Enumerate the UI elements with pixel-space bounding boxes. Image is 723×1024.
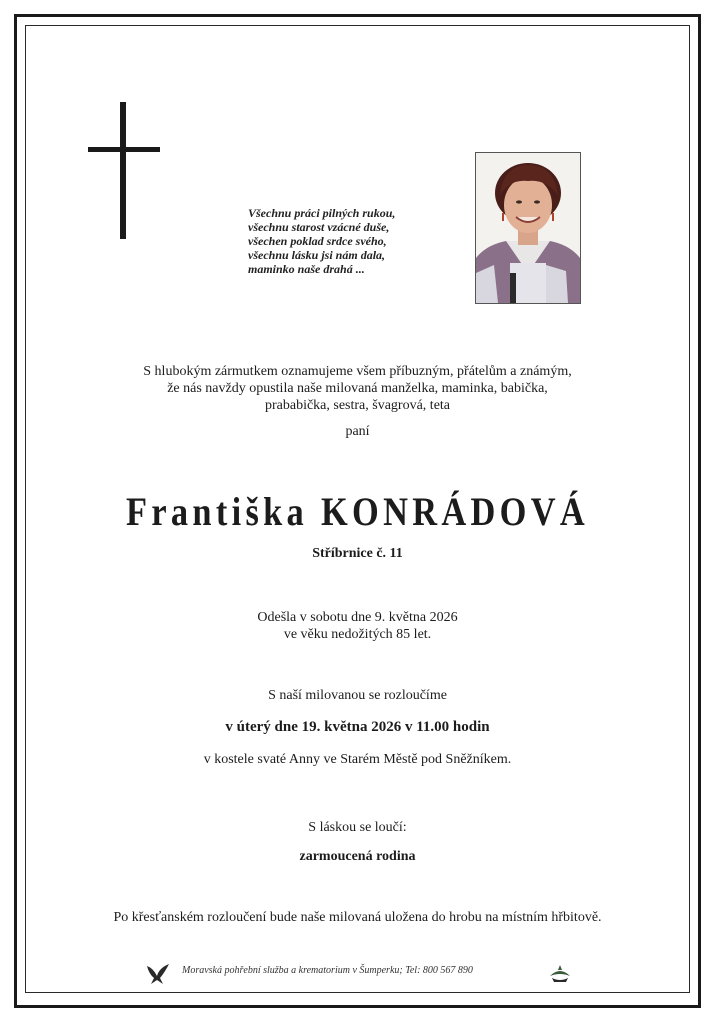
deceased-name: Františka KONRÁDOVÁ — [126, 489, 589, 534]
portrait-photo — [475, 152, 581, 304]
death-info — [30, 609, 685, 643]
death-line: Odešla v sobotu dne 9. května 2026 — [257, 610, 458, 625]
poem-line: všechen poklad srdce svého, — [248, 234, 387, 248]
announcement-line: S hlubokým zármutkem oznamujeme všem příbuzným, přátelům a známým, — [143, 364, 572, 379]
cross-vertical-bar — [120, 102, 126, 239]
poem-line: všechnu starost vzácné duše, — [248, 220, 390, 234]
death-line: ve věku nedožitých 85 let. — [283, 627, 432, 642]
wreath-logo-icon — [549, 964, 571, 984]
poem-line: maminko naše drahá ... — [248, 262, 365, 276]
poem — [248, 206, 448, 276]
cross-horizontal-bar — [88, 147, 160, 152]
poem-line: všechnu lásku jsi nám dala, — [248, 248, 386, 262]
deceased-address: Stříbrnice č. 11 — [312, 546, 403, 561]
farewell-date: v úterý dne 19. května 2026 v 11.00 hodin — [225, 719, 490, 735]
announcement-line: že nás navždy opustila naše milovaná manželka, maminka, babička, — [167, 381, 548, 396]
signoff-intro: S láskou se loučí: — [308, 820, 407, 835]
farewell-place: v kostele svaté Anny ve Starém Městě pod Sněžníkem. — [203, 752, 512, 767]
portrait-illustration — [476, 153, 580, 303]
announcement-line: prababička, sestra, švagrová, teta — [264, 398, 451, 413]
footer-text: Moravská pohřební služba a krematorium v Šumperku; Tel: 800 567 890 — [182, 965, 473, 976]
farewell-intro: S naší milovanou se rozloučíme — [268, 688, 447, 703]
dove-logo-icon — [145, 962, 171, 986]
announcement-text — [30, 363, 685, 414]
burial-note: Po křesťanském rozloučení bude naše milovaná uložena do hrobu na místním hřbitově. — [113, 910, 602, 925]
poem-line: Všechnu práci pilných rukou, — [248, 206, 396, 220]
signoff-name: zarmoucená rodina — [299, 849, 416, 864]
honorific: paní — [345, 424, 370, 439]
footer — [145, 962, 575, 986]
